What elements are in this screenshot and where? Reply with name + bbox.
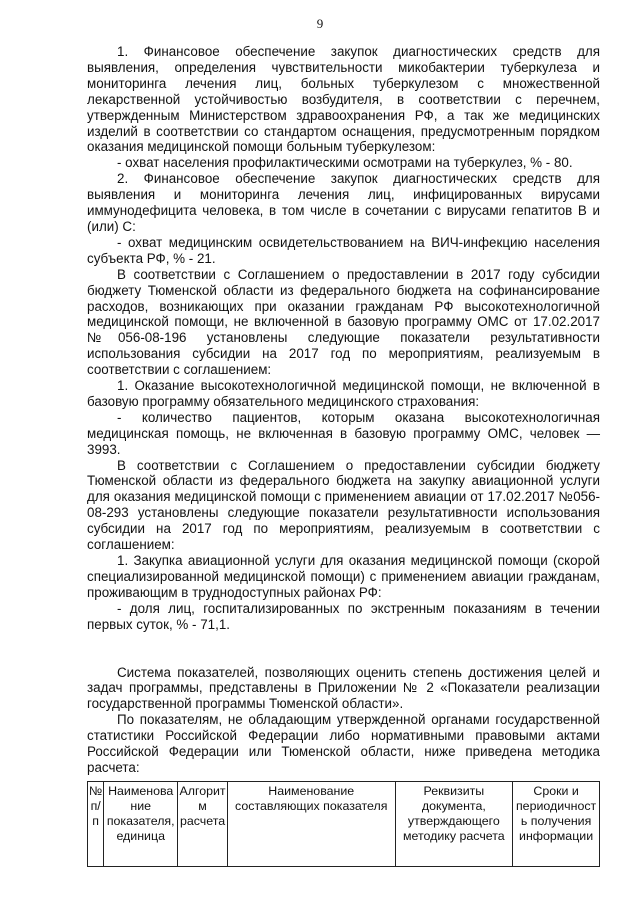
paragraph-gap (87, 633, 600, 665)
table-header-row (88, 782, 600, 867)
table-header-cell-periodicity: Сроки и периодичность получения информации (513, 782, 600, 867)
paragraph-hightech-indicator: - количество пациентов, которым оказана высокотехнологичная медицинская помощь, не включенная в базовую программу ОМС, человек — 3993. (87, 409, 600, 457)
paragraph-hiv-funding: 2. Финансовое обеспечение закупок диагностических средств для выявления и мониторинга лечения лиц, инфицированных вирусами иммунодефицита человека, в том числе в сочетании с вирусами гепатитов В и (или) С: (87, 171, 600, 234)
paragraph-hightech-item: 1. Оказание высокотехнологичной медицинской помощи, не включенной в базовую программу обязательного медицинского страхования: (87, 378, 600, 409)
paragraph-aviation-indicator: - доля лиц, госпитализированных по экстренным показаниям в течении первых суток, % - 71,1. (87, 600, 600, 632)
paragraph-indicator-system: Система показателей, позволяющих оценить степень достижения целей и задач программы, представлены в Приложении № 2 «Показатели реализации государственной программы Тюменской области». (87, 664, 600, 712)
table-header-cell-number: № п/п (88, 782, 104, 867)
paragraph-hiv-indicator: - охват медицинским освидетельствованием на ВИЧ-инфекцию населения субъекта РФ, % - 21. (87, 234, 600, 266)
table-header-cell-indicator-name: Наименование показателя, единица (104, 782, 178, 867)
paragraph-aviation-agreement: В соответствии с Соглашением о предоставлении субсидии бюджету Тюменской области из федерального бюджета на закупку авиационной услуги для оказания медицинской помощи с применением авиации от 17.02.2017 №056-08-293 установлены следующие показатели результативности использования субсидии на 2017 год по мероприятиям, реализуемым в соответствии с соглашением: (87, 457, 600, 553)
methodology-table (87, 781, 600, 867)
table-header-cell-components: Наименование составляющих показателя (227, 782, 395, 867)
paragraph-tb-funding: 1. Финансовое обеспечение закупок диагностических средств для выявления, определения чувствительности микобактерии туберкулеза и мониторинга лечения лиц, больных туберкулезом с множественной лекарственной устойчивостью возбудителя, в соответствии с перечнем, утвержденным Министерством здравоохранения РФ, а так же медицинских изделий в соответствии со стандартом оснащения, предусмотренным порядком оказания медицинской помощи больным туберкулезом: (87, 44, 600, 155)
paragraph-hightech-agreement: В соответствии с Соглашением о предоставлении в 2017 году субсидии бюджету Тюменской области из федерального бюджета на софинансирование расходов, возникающих при оказании гражданам РФ высокотехнологичной медицинской помощи, не включенной в базовую программу ОМС от 17.02.2017 №056-08-196 установлены следующие показатели результативности использования субсидии на 2017 год по мероприятиям, реализуемым в соответствии с соглашением: (87, 266, 600, 378)
document-body (87, 44, 600, 776)
table-header-cell-document: Реквизиты документа, утверждающего методику расчета (395, 782, 513, 867)
paragraph-aviation-item: 1. Закупка авиационной услуги для оказания медицинской помощи (скорой специализированной медицинской помощи) с применением авиации гражданам, проживающим в труднодоступных районах РФ: (87, 553, 600, 600)
paragraph-tb-indicator: - охват населения профилактическими осмотрами на туберкулез, % - 80. (117, 155, 573, 171)
page-number: 9 (316, 16, 324, 31)
paragraph-methodology-intro: По показателям, не обладающим утвержденной органами государственной статистики Российской Федерации либо нормативными правовыми актами Российской Федерации или Тюменской области, ниже приведена методика расчета: (87, 712, 600, 775)
table-header-cell-algorithm: Алгоритм расчета (178, 782, 228, 867)
